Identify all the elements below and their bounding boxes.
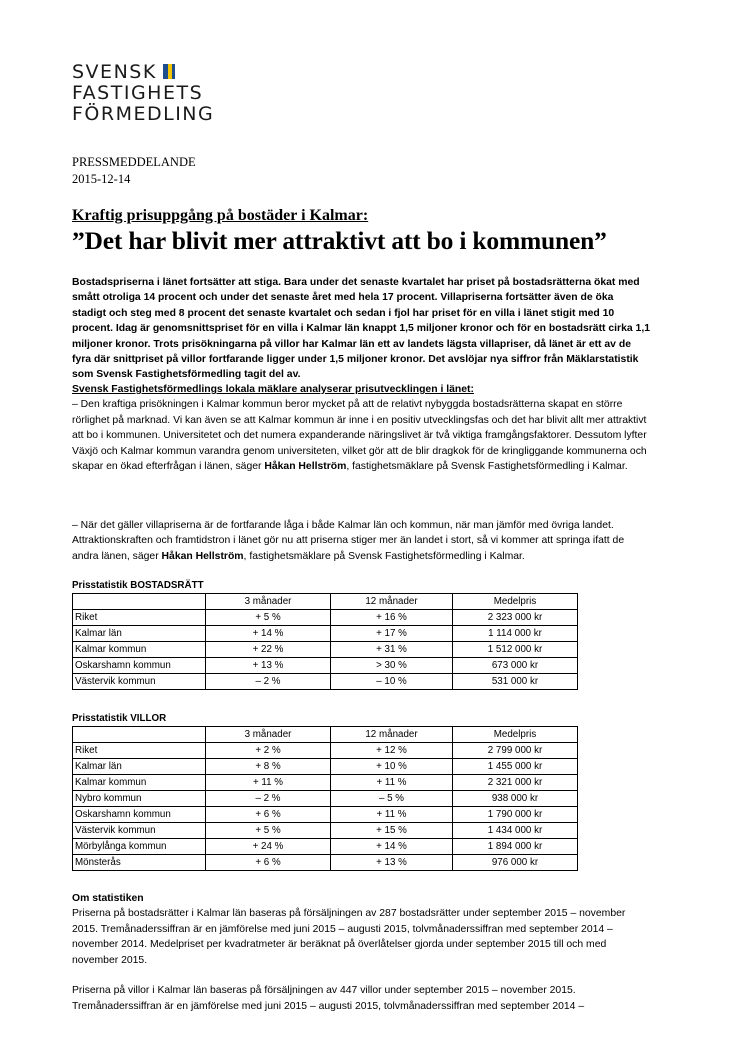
table-cell: – 10 % [331, 674, 453, 690]
table-row-label: Riket [73, 743, 206, 759]
table-cell: – 5 % [331, 791, 453, 807]
quote-tail: , fastighetsmäklare på Svensk Fastighetsförmedling i Kalmar. [346, 461, 628, 473]
table-header-row [73, 727, 578, 743]
table-cell: + 14 % [206, 626, 331, 642]
analysis-quote [72, 397, 650, 474]
headline-title: ”Det har blivit mer attraktivt att bo i kommunen” [72, 226, 607, 255]
table-cell: 673 000 kr [453, 658, 578, 674]
table-row-label: Mönsterås [73, 855, 206, 871]
press-date: 2015-12-14 [72, 172, 131, 186]
table-cell: 1 434 000 kr [453, 823, 578, 839]
table-row [73, 610, 578, 626]
table-cell: + 6 % [206, 807, 331, 823]
table-row-label: Mörbylånga kommun [73, 839, 206, 855]
swedish-flag-icon [163, 64, 175, 79]
table-cell: > 30 % [331, 658, 453, 674]
table-row-label: Oskarshamn kommun [73, 658, 206, 674]
table-cell: – 2 % [206, 791, 331, 807]
press-label: PRESSMEDDELANDE [72, 155, 196, 169]
table-cell: – 2 % [206, 674, 331, 690]
table-header-cell: 12 månader [331, 727, 453, 743]
headline-kicker: Kraftig prisuppgång på bostäder i Kalmar: [72, 207, 369, 224]
table-row-label: Oskarshamn kommun [73, 807, 206, 823]
quote-text: – När det gäller villapriserna är de fortfarande låga i både Kalmar län och kommun, när man jämför med övriga landet. Attraktionskraften och framtidstron i länet gör nu att priserna stiger mer än landet i stort, så vi kommer att springa ifatt de andra länen, säger [72, 520, 625, 562]
table-cell: + 11 % [331, 775, 453, 791]
company-logo [72, 62, 214, 125]
press-info [72, 154, 196, 188]
table-bostadsratt [72, 593, 578, 690]
table-row [73, 839, 578, 855]
table-cell: + 8 % [206, 759, 331, 775]
table-header-cell: Medelpris [453, 594, 578, 610]
table-header-cell [73, 727, 206, 743]
table-cell: + 13 % [206, 658, 331, 674]
table-row [73, 743, 578, 759]
table-cell: + 31 % [331, 642, 453, 658]
table-row [73, 626, 578, 642]
table-cell: 1 512 000 kr [453, 642, 578, 658]
quote-tail: , fastighetsmäklare på Svensk Fastighetsförmedling i Kalmar. [243, 550, 525, 562]
table-villor [72, 726, 578, 871]
table-row [73, 791, 578, 807]
table-cell: + 12 % [331, 743, 453, 759]
table-row-label: Nybro kommun [73, 791, 206, 807]
table-header-row [73, 594, 578, 610]
table-cell: 976 000 kr [453, 855, 578, 871]
table-header-cell: 3 månader [206, 727, 331, 743]
second-quote [72, 518, 650, 564]
table-cell: 938 000 kr [453, 791, 578, 807]
table-row [73, 642, 578, 658]
table-cell: + 10 % [331, 759, 453, 775]
analysis-heading: Svensk Fastighetsförmedlings lokala mäklare analyserar prisutvecklingen i länet: [72, 384, 474, 395]
analysis-section [72, 382, 650, 474]
table-cell: + 24 % [206, 839, 331, 855]
table-row [73, 807, 578, 823]
quote-speaker-name: Håkan Hellström [264, 461, 347, 473]
table-cell: + 22 % [206, 642, 331, 658]
table-cell: + 13 % [331, 855, 453, 871]
quote-speaker-name: Håkan Hellström [161, 550, 244, 562]
table-cell: 1 790 000 kr [453, 807, 578, 823]
table-cell: + 2 % [206, 743, 331, 759]
logo-line-2: FASTIGHETS [72, 82, 204, 104]
table-villor-caption: Prisstatistik VILLOR [72, 713, 167, 724]
table-cell: + 5 % [206, 823, 331, 839]
quote-text: – Den kraftiga prisökningen i Kalmar kommun beror mycket på att de relativt nybyggda bostadsrätterna skapat en större rörlighet på marknad. Vi kan även se att Kalmar kommun är inne i en positiv utvecklingsfas och det har blivit allt mer attraktivt att bo i kommunen. Universitetet och det numera expanderande näringslivet är två viktiga framgångsfaktorer. Dessutom lyfter Växjö och Kalmar kommun varandra genom universiteten, vilket gör att de blir dragkok för de kringliggande kommunerna och skapar en ökad efterfrågan i länen, säger [72, 399, 647, 473]
table-row-label: Kalmar kommun [73, 642, 206, 658]
table-row-label: Kalmar län [73, 626, 206, 642]
table-header-cell: Medelpris [453, 727, 578, 743]
table-cell: 2 799 000 kr [453, 743, 578, 759]
table-row [73, 674, 578, 690]
table-cell: 2 323 000 kr [453, 610, 578, 626]
table-row [73, 775, 578, 791]
table-cell: 2 321 000 kr [453, 775, 578, 791]
table-cell: 531 000 kr [453, 674, 578, 690]
table-row-label: Riket [73, 610, 206, 626]
table-header-cell: 3 månader [206, 594, 331, 610]
table-cell: + 17 % [331, 626, 453, 642]
table-row [73, 658, 578, 674]
table-cell: 1 455 000 kr [453, 759, 578, 775]
table-cell: 1 894 000 kr [453, 839, 578, 855]
logo-line-3: FÖRMEDLING [72, 103, 215, 125]
statistics-paragraph-1: Priserna på bostadsrätter i Kalmar län baseras på försäljningen av 287 bostadsrätter under september 2015 – november 2015. Tremånaderssiffran är en jämförelse med juni 2015 – augusti 2015, tolvmånaderssiffran med september 2014 – november 2014. Medelpriset per kvadratmeter är beräknat på överlåtelser gjorda under september 2015 till och med november 2015. [72, 908, 626, 966]
table-row-label: Västervik kommun [73, 674, 206, 690]
table-row [73, 855, 578, 871]
table-row [73, 759, 578, 775]
table-cell: + 6 % [206, 855, 331, 871]
table-row [73, 823, 578, 839]
statistics-info [72, 891, 650, 1014]
table-row-label: Västervik kommun [73, 823, 206, 839]
table-row-label: Kalmar kommun [73, 775, 206, 791]
table-header-cell: 12 månader [331, 594, 453, 610]
logo-line-1: SVENSK [72, 61, 157, 83]
table-cell: + 16 % [331, 610, 453, 626]
table-header-cell [73, 594, 206, 610]
table-row-label: Kalmar län [73, 759, 206, 775]
table-cell: 1 114 000 kr [453, 626, 578, 642]
table-cell: + 11 % [331, 807, 453, 823]
lead-paragraph: Bostadspriserna i länet fortsätter att stiga. Bara under det senaste kvartalet har priset på bostadsrätterna ökat med smått otroliga 14 procent och under det senaste året med hela 17 procent. Villapriserna fortsätter även de öka stadigt och steg med 8 procent det senaste kvartalet och sedan i fjol har priset för en villa i länet stigit med 10 procent. Idag är genomsnittspriset för en villa i Kalmar län knappt 1,5 miljoner kronor och för en bostadsrätt cirka 1,1 miljoner kronor. Trots prisökningarna på villor har Kalmar län ett av landets lägsta villapriser, då länet är ett av de fyra där snittpriset på villor fortfarande ligger under 1,5 miljoner kronor. Det avslöjar nya siffror från Mäklarstatistik som Svensk Fastighetsförmedling tagit del av. [72, 277, 650, 381]
table-cell: + 15 % [331, 823, 453, 839]
table-cell: + 5 % [206, 610, 331, 626]
table-cell: + 14 % [331, 839, 453, 855]
table-bostadsratt-caption: Prisstatistik BOSTADSRÄTT [72, 580, 204, 591]
statistics-title: Om statistiken [72, 893, 144, 904]
statistics-paragraph-2: Priserna på villor i Kalmar län baseras på försäljningen av 447 villor under september 2015 – november 2015. Tremånaderssiffran är en jämförelse med juni 2015 – augusti 2015, tolvmånaderssiffran med september 2014 – [72, 985, 585, 1012]
table-cell: + 11 % [206, 775, 331, 791]
